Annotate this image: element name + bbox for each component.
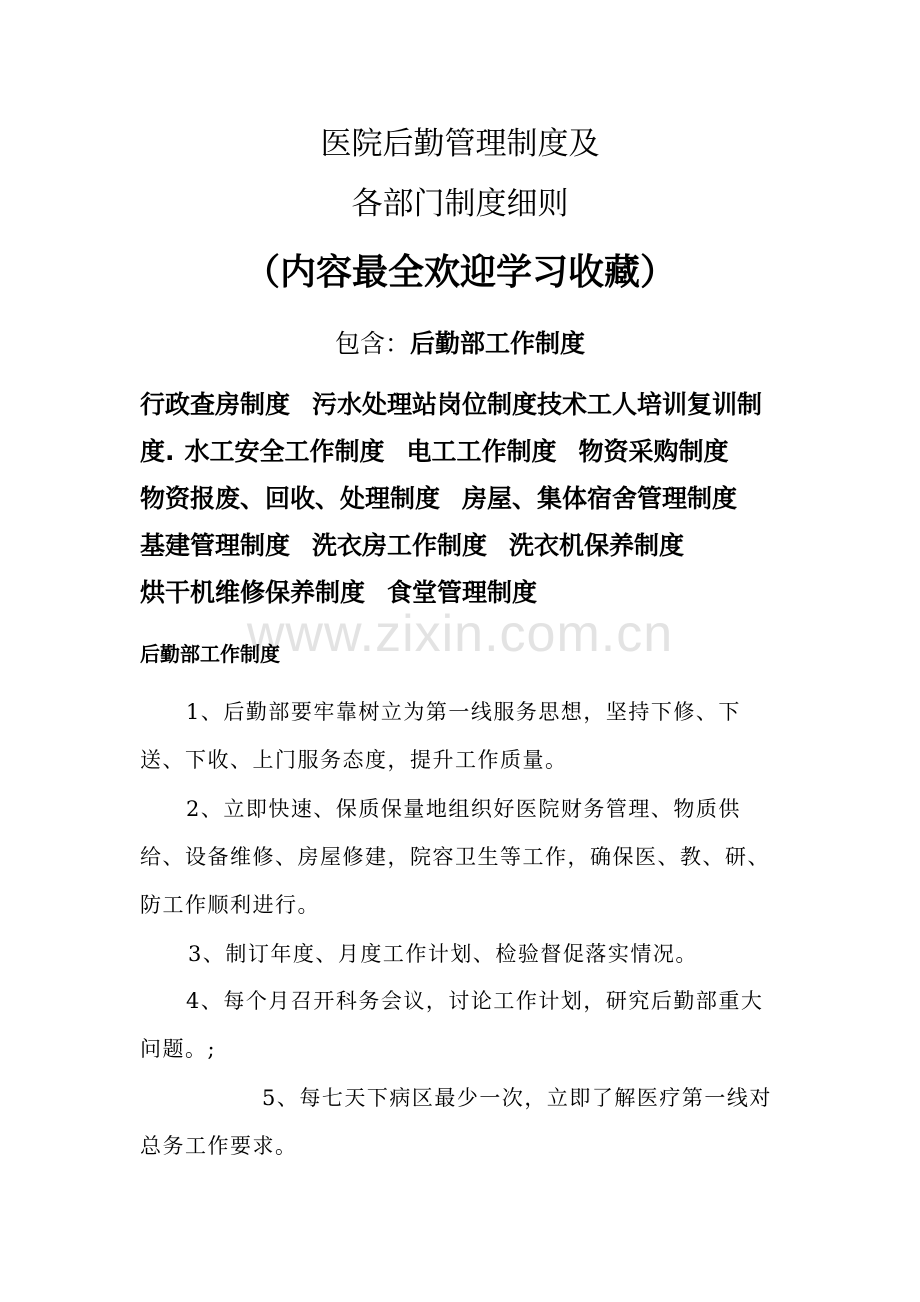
section-heading: 后勤部工作制度 [140, 642, 280, 666]
paragraph-1: 1、后勤部要牢靠树立为第一线服务思想，坚持下修、下送、下收、上门服务态度，提升工作质量。 [140, 700, 741, 772]
regulation-list [140, 381, 792, 616]
document-subtitle: （内容最全欢迎学习收藏） [243, 252, 676, 293]
contains-line [0, 324, 920, 360]
regulation-item: 洗衣房工作制度 [312, 531, 488, 560]
regulation-item: 烘干机维修保养制度 [140, 578, 366, 607]
regulation-item: 洗衣机保养制度 [509, 531, 685, 560]
watermark: www.zixin.com.cn [246, 605, 674, 663]
paragraph-2: 2、立即快速、保质保量地组织好医院财务管理、物质供给、设备维修、房屋修建，院容卫生等工作，确保医、教、研、防工作顺利进行。 [140, 797, 770, 917]
contains-prefix: 包含： [334, 329, 410, 358]
regulation-item: 水工安全工作制度 [184, 437, 385, 466]
paragraph-5: 5、每七天下病区最少一次，立即了解医疗第一线对总务工作要求。 [140, 1086, 772, 1158]
regulation-item: 行政查房制度 [140, 390, 291, 419]
regulation-item: 房屋、集体宿舍管理制度 [462, 484, 738, 513]
contains-item: 后勤部工作制度 [410, 329, 586, 358]
regulation-item: 物资报废、回收、处理制度 [140, 484, 441, 513]
regulation-item: 物资采购制度 [578, 437, 729, 466]
regulation-item: 基建管理制度 [140, 531, 291, 560]
regulation-item: 食堂管理制度 [387, 578, 538, 607]
regulation-item: 污水处理站岗位制度技术工人培训复训制度. [140, 390, 763, 466]
document-title-line-2: 各部门制度细则 [351, 186, 569, 222]
paragraph-3: 3、制订年度、月度工作计划、检验督促落实情况。 [188, 942, 698, 966]
document-title-line-1: 医院后勤管理制度及 [320, 126, 600, 162]
paragraph-4: 4、每个月召开科务会议，讨论工作计划，研究后勤部重大问题。; [140, 989, 764, 1061]
regulation-item: 电工工作制度 [406, 437, 557, 466]
